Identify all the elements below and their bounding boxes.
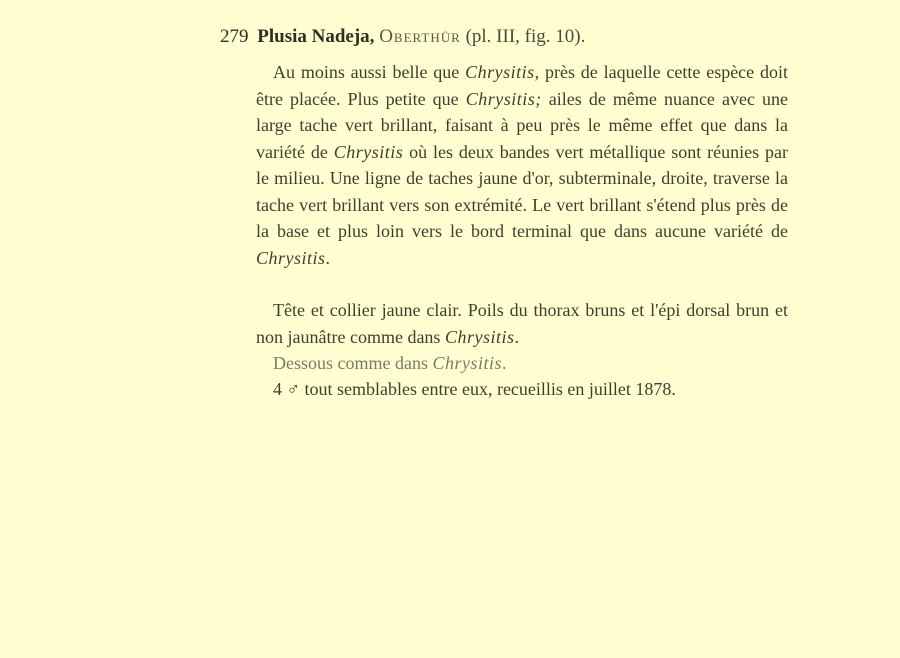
description-paragraph bbox=[256, 59, 788, 271]
head-thorax-paragraph bbox=[256, 297, 788, 350]
species-citation: Chrysitis bbox=[465, 62, 535, 82]
species-heading bbox=[220, 24, 585, 50]
text-run: , près de laquelle cette espèce doit être placée. Plus petite que bbox=[256, 62, 788, 109]
text-run: 4 ♂ tout semblables entre eux, recueillis en juillet 1878. bbox=[273, 379, 676, 399]
text-run: . bbox=[502, 353, 507, 373]
underside-paragraph bbox=[256, 350, 788, 377]
text-run: Tête et collier jaune clair. Poils du thorax bruns et l'épi dorsal brun et non jaunâtre comme dans bbox=[256, 300, 788, 347]
species-number: 279 bbox=[220, 26, 249, 47]
species-citation: Chrysitis bbox=[444, 326, 515, 347]
text-run: Dessous comme dans bbox=[273, 353, 433, 373]
species-name: Plusia Nadeja, bbox=[257, 26, 375, 47]
specimens-paragraph bbox=[256, 376, 788, 403]
species-citation: Chrysitis bbox=[256, 247, 326, 268]
species-citation: Chrysitis; bbox=[465, 88, 542, 109]
text-run: Au moins aussi belle que bbox=[273, 62, 466, 82]
text-run: . bbox=[514, 326, 519, 347]
species-author: Oberthür bbox=[379, 26, 461, 47]
species-citation: Chrysitis bbox=[432, 353, 502, 373]
species-citation: Chrysitis bbox=[333, 141, 404, 162]
text-run: ailes de même nuance avec une large tache vert brillant, faisant à peu près le même effet que dans la variété de bbox=[256, 88, 788, 162]
text-run: où les deux bandes vert métallique sont réunies par le milieu. Une ligne de taches jaune d'or, subterminale, droite, traverse la tache vert brillant vers son extrémité. Le vert brillant s'étend plus près de la base et plus loin vers le bord terminal que dans aucune variété de bbox=[256, 141, 788, 241]
plate-reference: (pl. III, fig. 10). bbox=[465, 26, 586, 47]
text-run: . bbox=[325, 247, 331, 268]
